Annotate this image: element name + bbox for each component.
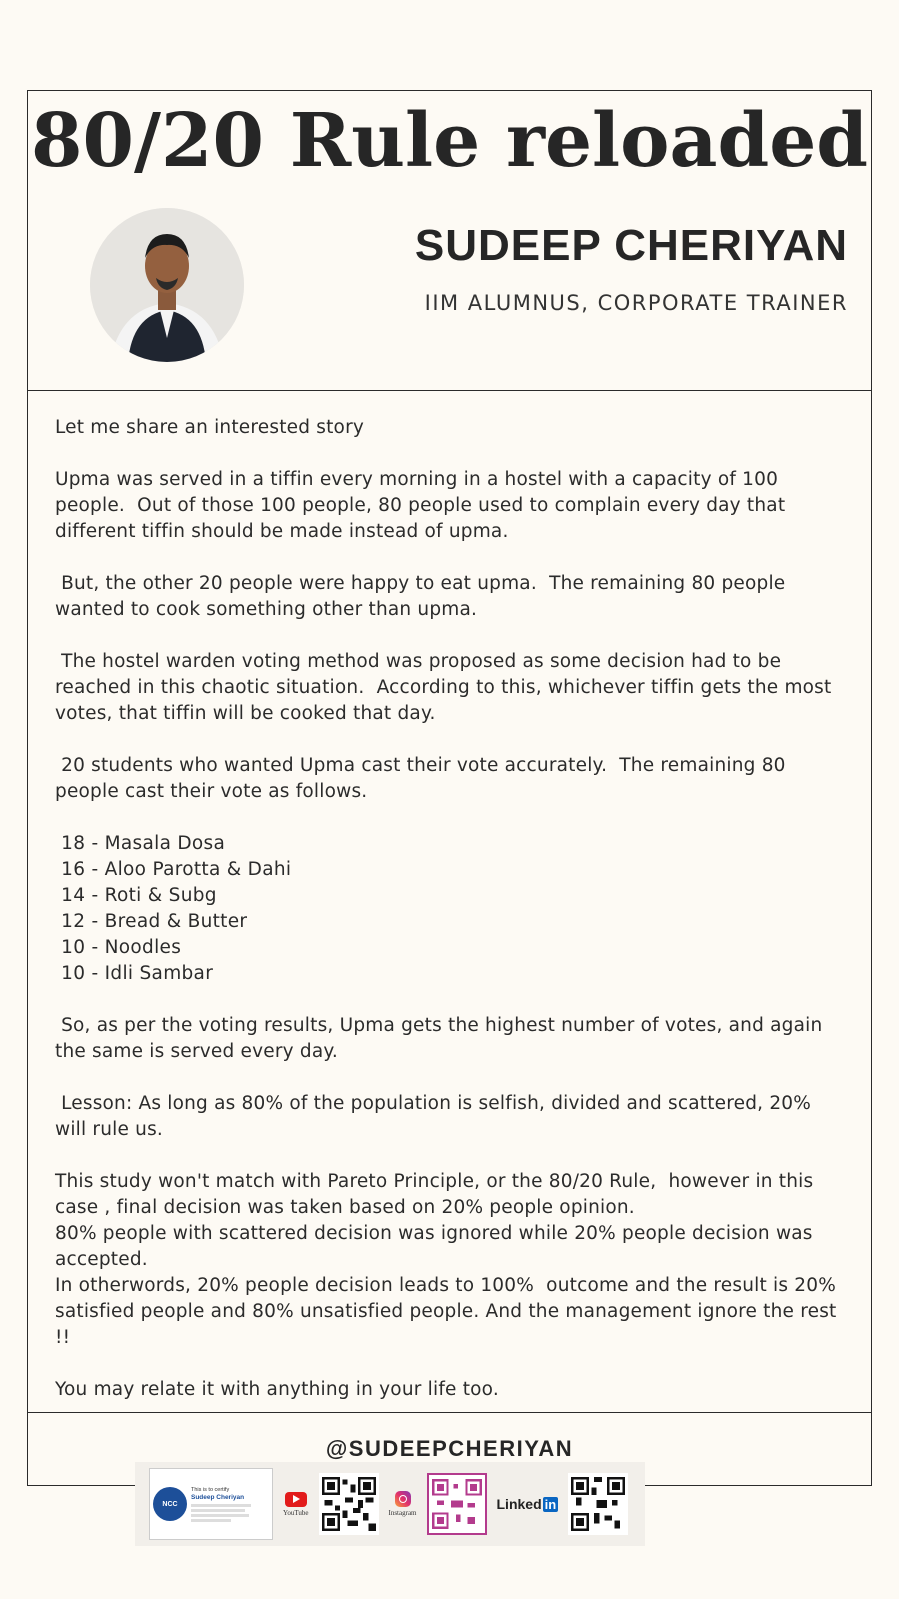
vote-item: 18 - Masala Dosa xyxy=(55,833,226,854)
article-paragraph: 20 students who wanted Upma cast their vote accurately. The remaining 80 people cast their vote as follows. xyxy=(55,755,792,802)
certificate-text: This is to certify Sudeep Cheriyan xyxy=(191,1487,251,1522)
linkedin-qr-code xyxy=(568,1473,628,1535)
vote-item: 10 - Idli Sambar xyxy=(55,963,214,984)
instagram-label: Instagram xyxy=(388,1509,417,1517)
social-strip xyxy=(135,1462,645,1546)
qr-code-icon xyxy=(432,1478,482,1530)
article-paragraph: But, the other 20 people were happy to eat upma. The remaining 80 people wanted to cook something other than upma. xyxy=(55,573,792,620)
youtube-qr-code xyxy=(319,1473,379,1535)
instagram-link[interactable] xyxy=(389,1491,417,1517)
author-photo xyxy=(90,208,244,362)
vote-list xyxy=(55,831,845,987)
article-intro: Let me share an interested story xyxy=(55,417,365,438)
author-name: SUDEEP CHERIYAN xyxy=(414,221,848,270)
vote-item: 10 - Noodles xyxy=(55,937,182,958)
vote-item: 16 - Aloo Parotta & Dahi xyxy=(55,859,292,880)
youtube-link[interactable] xyxy=(283,1492,309,1517)
poster-frame xyxy=(27,90,872,1486)
youtube-icon xyxy=(285,1492,307,1507)
avatar xyxy=(90,208,244,362)
article-paragraph: Lesson: As long as 80% of the population is selfish, divided and scattered, 20% will rule us. xyxy=(55,1093,818,1140)
youtube-label: YouTube xyxy=(283,1508,309,1517)
linkedin-logo[interactable] xyxy=(497,1496,559,1512)
page-title: 80/20 Rule reloaded xyxy=(30,98,869,184)
article-closing: You may relate it with anything in your life too. xyxy=(55,1379,499,1400)
qr-code-icon xyxy=(322,1476,376,1532)
article-paragraph: So, as per the voting results, Upma gets the highest number of votes, and again the same is served every day. xyxy=(55,1015,829,1062)
header xyxy=(28,91,871,391)
qr-code-icon xyxy=(571,1476,625,1532)
vote-item: 12 - Bread & Butter xyxy=(55,911,248,932)
instagram-icon xyxy=(395,1491,411,1507)
article-paragraph: Upma was served in a tiffin every morning in a hostel with a capacity of 100 people. Out of those 100 people, 80 people used to complain every day that different tiffin should be made instead of upma. xyxy=(55,469,792,542)
author-title: IIM ALUMNUS, CORPORATE TRAINER xyxy=(424,291,848,315)
instagram-qr-code xyxy=(427,1473,487,1535)
article-body xyxy=(28,391,871,1413)
ncc-logo: NCC xyxy=(153,1487,187,1521)
vote-item: 14 - Roti & Subg xyxy=(55,885,217,906)
linkedin-icon: in xyxy=(544,1496,557,1512)
social-handle[interactable]: @SUDEEPCHERIYAN xyxy=(325,1436,574,1461)
linkedin-text: Linked xyxy=(496,1496,542,1512)
article-paragraph: This study won't match with Pareto Principle, or the 80/20 Rule, however in this case , final decision was taken based on 20% people opinion. 80% people with scattered decision was ignored while 20% people decision was accepted. In otherwords, 20% people decision leads to 100% outcome and the result is 20% satisfied people and 80% unsatisfied people. And the management ignore the rest !! xyxy=(55,1171,837,1348)
article-paragraph: The hostel warden voting method was proposed as some decision had to be reached in this chaotic situation. According to this, whichever tiffin gets the most votes, that tiffin will be cooked that day. xyxy=(55,651,838,724)
certificate-thumbnail xyxy=(149,1468,273,1540)
